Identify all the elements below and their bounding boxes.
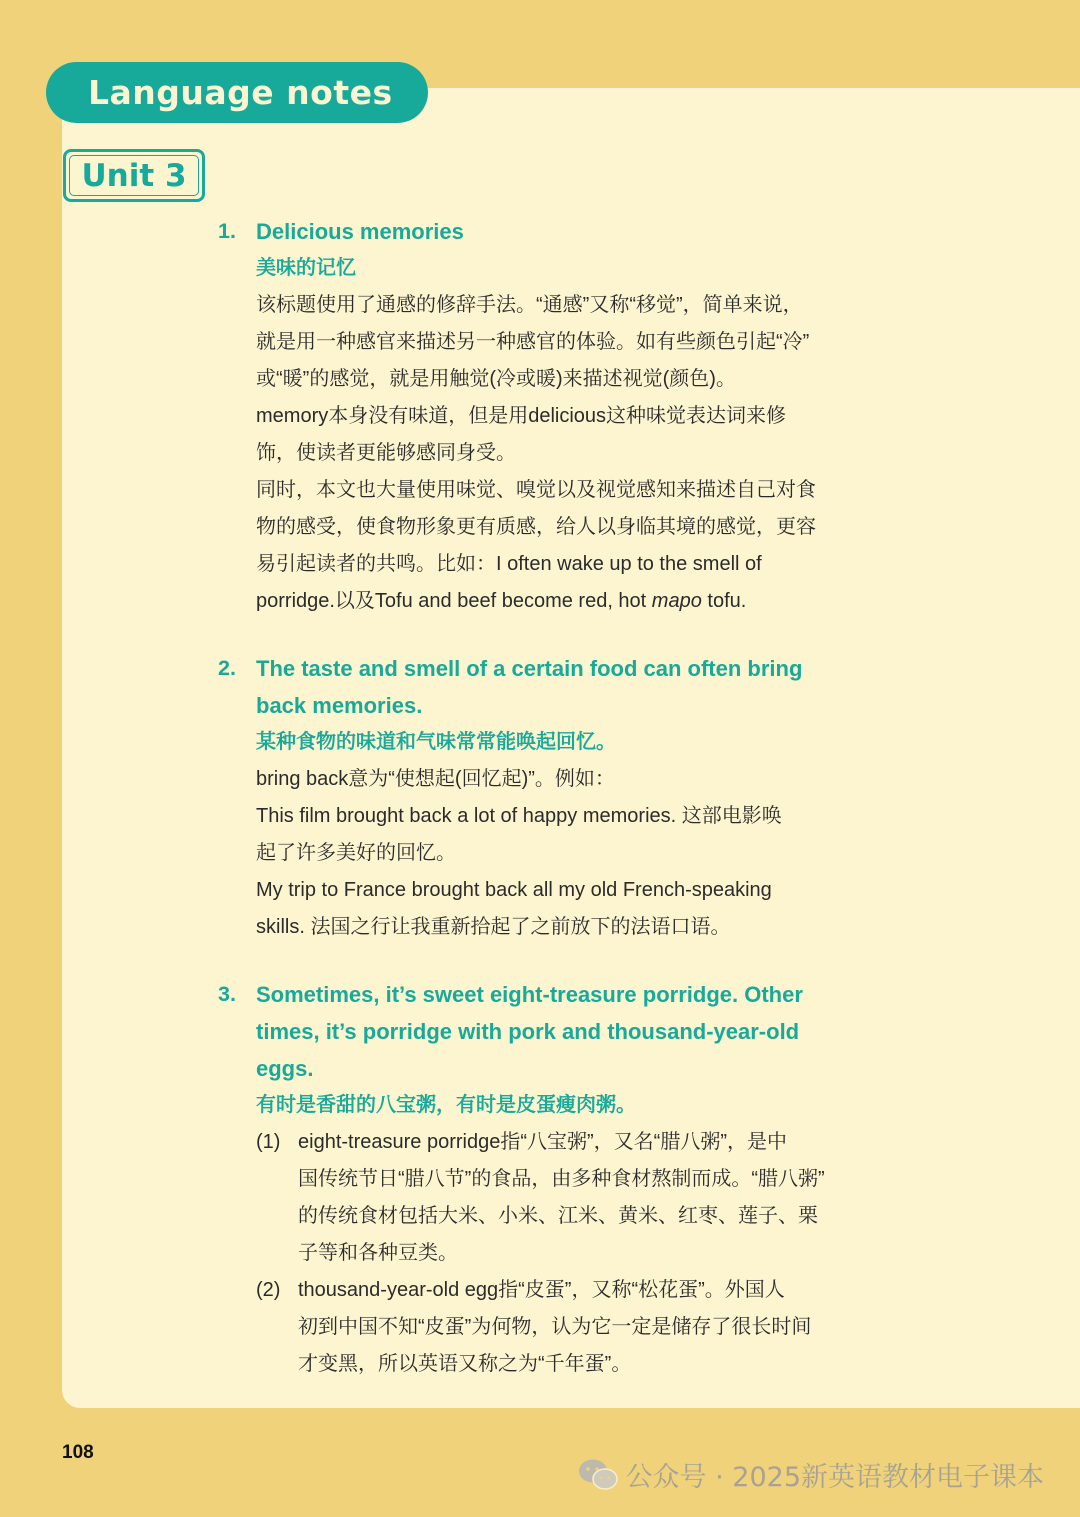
sub-item-line: 的传统食材包括大米、小米、江米、黄米、红枣、莲子、栗 [298, 1205, 818, 1227]
note-text-line: 同时，本文也大量使用味觉、嗅觉以及视觉感知来描述自己对食 [256, 479, 816, 501]
note-text-line: bring back意为“使想起(回忆起)”。例如： [256, 768, 615, 790]
note-number: 3. [218, 982, 236, 1006]
note-item [218, 213, 908, 620]
sub-item [256, 1124, 908, 1272]
sub-item-label: (2) [256, 1279, 281, 1301]
text-run: porridge.以及Tofu and beef become red, hot [256, 590, 652, 612]
note-heading: eggs. [256, 1056, 314, 1081]
note-text-line: memory本身没有味道，但是用delicious这种味觉表达词来修 [256, 405, 787, 427]
note-text-line: 该标题使用了通感的修辞手法。“通感”又称“移觉”，简单来说， [256, 294, 803, 316]
note-item [218, 650, 908, 946]
sub-item-line: 才变黑，所以英语又称之为“千年蛋”。 [298, 1353, 632, 1375]
note-text-line: skills. 法国之行让我重新拾起了之前放下的法语口语。 [256, 916, 731, 938]
note-text-line [256, 583, 908, 620]
note-text-line: 饰，使读者更能够感同身受。 [256, 442, 516, 464]
note-item [218, 976, 908, 1383]
note-number: 1. [218, 219, 236, 243]
text-run: tofu. [701, 590, 747, 612]
note-number: 2. [218, 656, 236, 680]
sub-item-label: (1) [256, 1131, 281, 1153]
note-heading: Sometimes, it’s sweet eight-treasure porridge. Other [256, 982, 803, 1007]
sub-item-line: 子等和各种豆类。 [298, 1242, 458, 1264]
section-banner [46, 62, 428, 123]
note-zh-heading: 某种食物的味道和气味常常能唤起回忆。 [256, 731, 616, 753]
sub-item-line: thousand-year-old egg指“皮蛋”，又称“松花蛋”。外国人 [298, 1279, 785, 1301]
wechat-icon [578, 1458, 618, 1492]
note-text-line: 起了许多美好的回忆。 [256, 842, 456, 864]
note-heading: times, it’s porridge with pork and thousand-year-old [256, 1019, 800, 1044]
sub-item [256, 1272, 908, 1383]
note-text-line: 易引起读者的共鸣。比如：I often wake up to the smell of [256, 553, 762, 575]
note-text-line: My trip to France brought back all my old French-speaking [256, 879, 772, 901]
notes-list [218, 213, 908, 1383]
italic-term: mapo [651, 590, 702, 612]
note-text-line: 就是用一种感官来描述另一种感官的体验。如有些颜色引起“冷” [256, 331, 810, 353]
unit-badge [63, 149, 205, 202]
watermark [578, 1455, 1044, 1494]
unit-label: Unit 3 [69, 155, 199, 196]
note-heading: Delicious memories [256, 219, 464, 244]
note-heading: back memories. [256, 693, 423, 718]
note-heading: The taste and smell of a certain food can often bring [256, 656, 803, 681]
section-title: Language notes [88, 73, 393, 112]
sub-item-line: 初到中国不知“皮蛋”为何物，认为它一定是储存了很长时间 [298, 1316, 812, 1338]
watermark-text: 公众号 · 2025新英语教材电子课本 [625, 1462, 1044, 1493]
note-text-line: 或“暖”的感觉，就是用触觉(冷或暖)来描述视觉(颜色)。 [256, 368, 736, 390]
note-zh-heading: 美味的记忆 [256, 257, 356, 279]
sub-item-line: eight-treasure porridge指“八宝粥”，又名“腊八粥”，是中 [298, 1131, 787, 1153]
page-number: 108 [62, 1442, 94, 1463]
note-zh-heading: 有时是香甜的八宝粥，有时是皮蛋瘦肉粥。 [256, 1094, 636, 1116]
note-text-line: 物的感受，使食物形象更有质感，给人以身临其境的感觉，更容 [256, 516, 816, 538]
sub-item-line: 国传统节日“腊八节”的食品，由多种食材熬制而成。“腊八粥” [298, 1168, 825, 1190]
note-text-line: This film brought back a lot of happy memories. 这部电影唤 [256, 805, 782, 827]
